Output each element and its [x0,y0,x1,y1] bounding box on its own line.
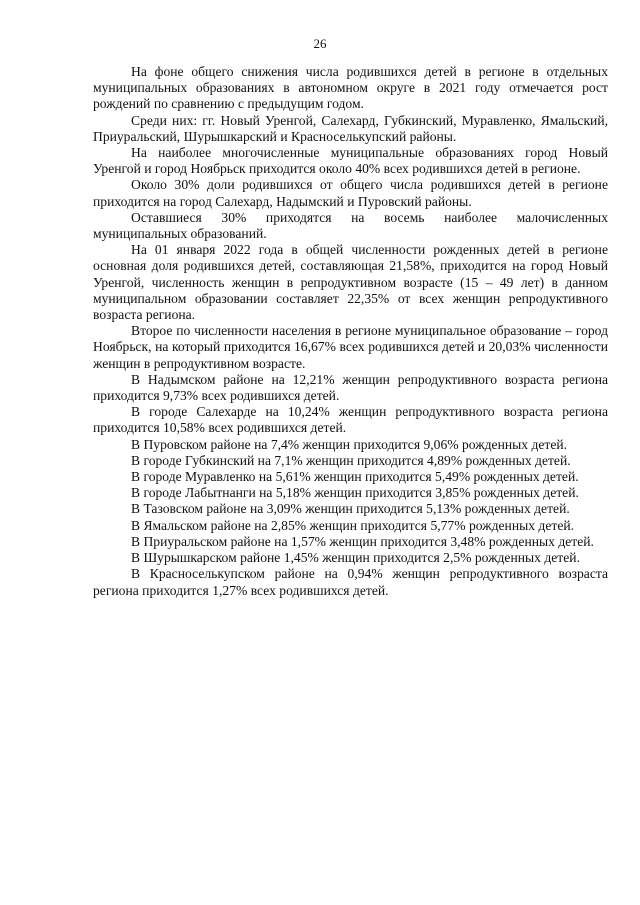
document-body [93,64,608,599]
paragraph-nadym: В Надымском районе на 12,21% женщин репродуктивного возраста региона приходится 9,73% всех родившихся детей. [93,371,608,404]
paragraph-gubkinsky: В городе Губкинский на 7,1% женщин приходится 4,89% рожденных детей. [131,452,571,468]
paragraph-yamalsky: В Ямальском районе на 2,85% женщин приходится 5,77% рожденных детей. [131,517,575,533]
paragraph-novy-urengoy: На 01 января 2022 года в общей численности рожденных детей в регионе основная доля родившихся детей, составляющая 21,58%, приходится на город Новый Уренгой, численность женщин в репродуктивном возрасте (15 – 49 лет) в данном муниципальном образовании составляет 22,35% от всех женщин репродуктивного возраста региона. [93,242,608,323]
paragraph-remaining-share: Оставшиеся 30% приходятся на восемь наиболее малочисленных муниципальных образований. [93,209,608,242]
paragraph-labytnangi: В городе Лабытнанги на 5,18% женщин приходится 3,85% рожденных детей. [131,485,579,501]
paragraph-tazovsky: В Тазовском районе на 3,09% женщин приходится 5,13% рожденных детей. [131,501,570,517]
paragraph-growth-list: Среди них: гг. Новый Уренгой, Салехард, Губкинский, Муравленко, Ямальский, Приуральский, Шурышкарский и Красноселькупский районы. [93,112,608,144]
paragraph-noyabrsk: Второе по численности населения в регионе муниципальное образование – город Ноябрьск, на который приходится 16,67% всех родившихся детей и 20,03% численности женщин в репродуктивном возрасте. [93,323,608,371]
paragraph-shuryshkarsky: В Шурышкарском районе 1,45% женщин приходится 2,5% рожденных детей. [131,550,580,566]
paragraph-krasnoselkupsky: В Красноселькупском районе на 0,94% женщин репродуктивного возраста региона приходится 1,27% всех родившихся детей. [93,566,608,598]
paragraph-purovsky: В Пуровском районе на 7,4% женщин приходится 9,06% рожденных детей. [131,436,568,452]
paragraph-thirty-percent-share: Около 30% доли родившихся от общего числа родившихся детей в регионе приходится на город Салехард, Надымский и Пуровский районы. [93,177,608,209]
page-number: 26 [313,36,327,51]
paragraph-muravlenko: В городе Муравленко на 5,61% женщин приходится 5,49% рожденных детей. [131,469,579,485]
paragraph-salekhard: В городе Салехарде на 10,24% женщин репродуктивного возраста региона приходится 10,58% всех родившихся детей. [93,404,608,436]
paragraph-birth-decline: На фоне общего снижения числа родившихся детей в регионе в отдельных муниципальных образованиях в автономном округе в 2021 году отмечается рост рождений по сравнению с предыдущим годом. [93,64,608,112]
paragraph-priuralsky: В Приуральском районе на 1,57% женщин приходится 3,48% рожденных детей. [131,533,594,549]
paragraph-largest-municipalities: На наиболее многочисленные муниципальные образованиях город Новый Уренгой и город Ноябрьск приходится около 40% всех родившихся детей в регионе. [93,145,608,177]
